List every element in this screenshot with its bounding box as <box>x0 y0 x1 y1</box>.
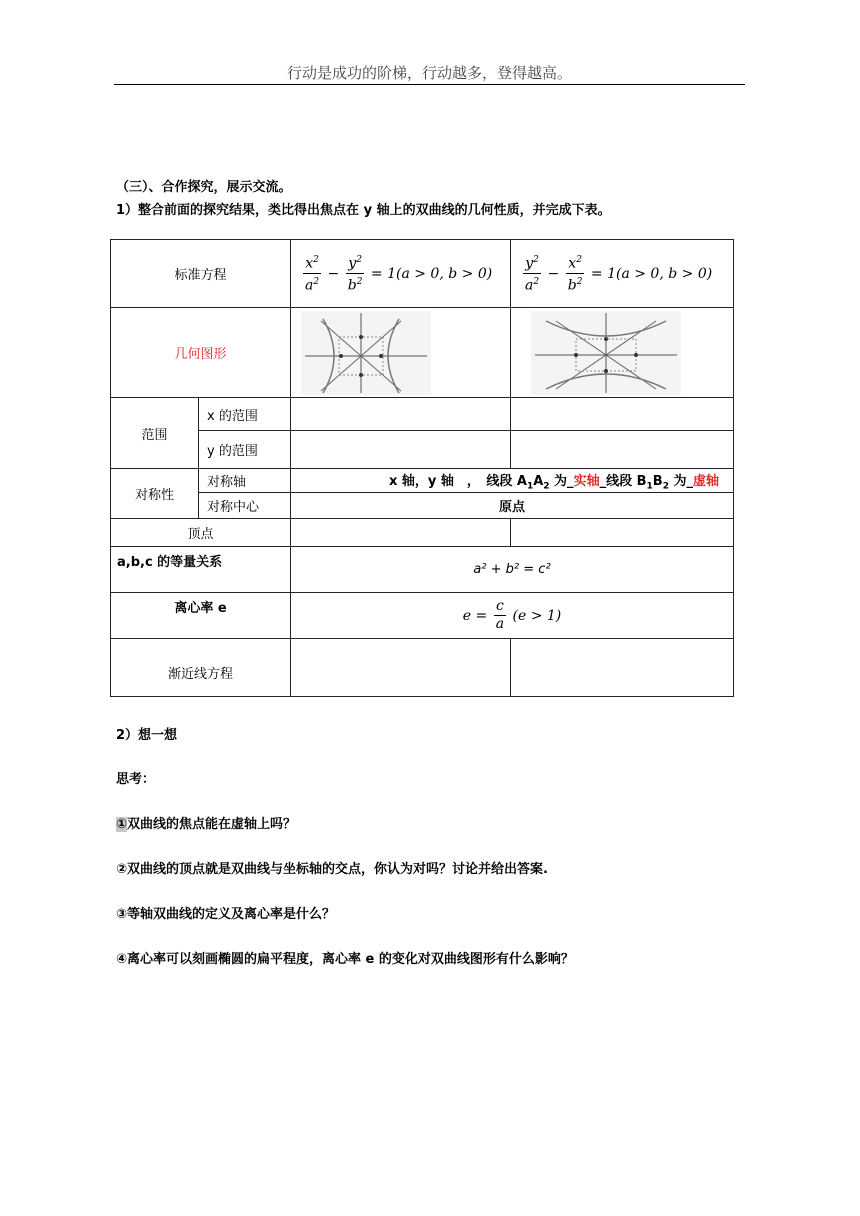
header-divider <box>114 84 745 85</box>
eq-x-axis: $\frac{x^2}{a^2}$ − $\frac{y^2}{b^2}$ = 1(a > 0, b > 0) <box>291 240 511 308</box>
think-label: 思考： <box>116 772 156 787</box>
header-motto: 行动是成功的阶梯，行动越多，登得越高。 <box>286 64 572 82</box>
cell-vertex-2[interactable] <box>511 519 734 547</box>
task-1: 1）整合前面的探究结果，类比得出焦点在 y 轴上的双曲线的几何性质，并完成下表。 <box>116 203 611 218</box>
cell-x-range-2[interactable] <box>511 398 734 431</box>
question-2: ②双曲线的顶点就是双曲线与坐标轴的交点，你认为对吗？讨论并给出答案. <box>116 862 548 877</box>
label-range: 范围 <box>111 398 199 469</box>
label-sym-axis: 对称轴 <box>199 469 291 493</box>
label-figure: 几何图形 <box>111 308 291 398</box>
hyperbola-x-axis-graph <box>301 311 431 395</box>
label-x-range: x 的范围 <box>199 398 291 431</box>
real-axis-answer: 实轴 <box>573 473 600 489</box>
cell-asymptote-1[interactable] <box>291 639 511 697</box>
eccentricity-formula: e = $\frac{c}{a}$ (e > 1) <box>291 593 734 639</box>
question-1: ①双曲线的焦点能在虚轴上吗？ <box>116 817 297 832</box>
question-3: ③等轴双曲线的定义及离心率是什么？ <box>116 907 336 922</box>
label-eccentricity: 离心率 e <box>111 593 291 639</box>
cell-vertex-1[interactable] <box>291 519 511 547</box>
sym-center-value: 原点 <box>291 493 734 519</box>
label-symmetry: 对称性 <box>111 469 199 519</box>
cell-x-range-1[interactable] <box>291 398 511 431</box>
cell-asymptote-2[interactable] <box>511 639 734 697</box>
abc-relation: a² + b² = c² <box>291 547 734 593</box>
eq-y-axis: $\frac{y^2}{a^2}$ − $\frac{x^2}{b^2}$ = 1(a > 0, b > 0) <box>511 240 734 308</box>
properties-table <box>110 239 734 697</box>
label-asymptote: 渐近线方程 <box>111 639 291 697</box>
label-vertex: 顶点 <box>111 519 291 547</box>
question-4: ④离心率可以刻画椭圆的扁平程度，离心率 e 的变化对双曲线图形有什么影响？ <box>116 952 574 967</box>
think-title: 2）想一想 <box>116 728 178 743</box>
imag-axis-answer: 虚轴 <box>693 473 720 489</box>
figure-x-axis-cell <box>291 308 511 398</box>
section-title: （三）、合作探究，展示交流。 <box>116 180 292 195</box>
label-sym-center: 对称中心 <box>199 493 291 519</box>
label-y-range: y 的范围 <box>199 431 291 469</box>
cell-y-range-1[interactable] <box>291 431 511 469</box>
figure-y-axis-cell <box>511 308 734 398</box>
sym-axis-value: x 轴，y 轴 ， 线段 $A_1A_2$ 为_实轴_线段 $B_1B_2$ 为_虚轴 <box>291 469 734 493</box>
cell-y-range-2[interactable] <box>511 431 734 469</box>
label-abc: a,b,c 的等量关系 <box>111 547 291 593</box>
label-standard-eq: 标准方程 <box>111 240 291 308</box>
hyperbola-y-axis-graph <box>531 311 681 395</box>
